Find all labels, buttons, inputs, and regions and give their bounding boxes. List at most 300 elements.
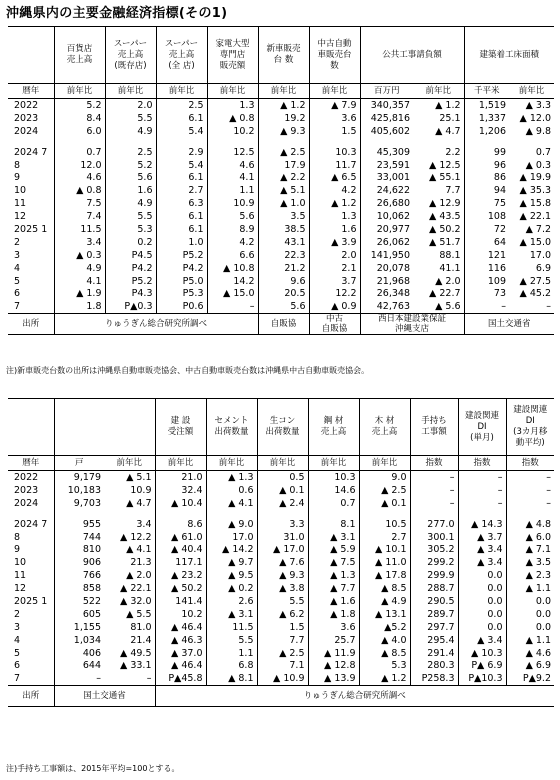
column-header — [8, 399, 54, 456]
column-header: 建 設 受注額 — [155, 399, 206, 456]
table-cell: – — [458, 484, 506, 497]
table-cell: ▲ 1.9 — [54, 287, 105, 300]
unit-label: 指数 — [458, 456, 506, 471]
table-cell: 12.5 — [207, 146, 258, 159]
table-cell: 1.8 — [54, 300, 105, 313]
table-cell: 0.0 — [458, 582, 506, 595]
table-cell: ▲ 3.4 — [458, 543, 506, 556]
table-cell: P4.2 — [156, 262, 207, 275]
table-cell: ▲ 10.8 — [207, 262, 258, 275]
table-cell: 10.3 — [309, 146, 360, 159]
table-cell: 4.6 — [54, 171, 105, 184]
table-row — [8, 262, 554, 275]
table-cell: 7.1 — [257, 659, 308, 672]
period-label: 2024 — [14, 497, 39, 509]
table-cell: ▲ 1.1 — [506, 634, 554, 647]
column-header — [8, 27, 54, 84]
table-cell: 10.9 — [207, 197, 258, 210]
table-row — [8, 556, 554, 569]
table-cell: 3.6 — [308, 621, 359, 634]
table-cell: 1,155 — [54, 621, 104, 634]
table-cell: – — [410, 484, 458, 497]
table-cell: ▲ 3.3 — [525, 99, 552, 111]
table-cell: 117.1 — [155, 556, 206, 569]
table-cell: – — [506, 471, 554, 484]
period-label: 6 — [14, 288, 21, 300]
table-cell: ▲ 4.9 — [359, 595, 410, 608]
table-row — [8, 659, 554, 672]
unit-label: 暦年 — [8, 456, 54, 471]
unit-label: 指数 — [506, 456, 554, 471]
table-cell: ▲ 1.0 — [258, 197, 309, 210]
table-cell: 6.1 — [156, 210, 207, 223]
table-row — [8, 300, 554, 313]
table-cell: P5.2 — [105, 275, 156, 288]
table-cell: 1.3 — [309, 210, 360, 223]
table-cell: 1.1 — [207, 184, 258, 197]
table-cell: ▲ 2.0 — [126, 570, 152, 582]
table-row — [8, 223, 554, 236]
period-label: 4 — [14, 634, 21, 646]
table-cell: 20,977 — [360, 223, 413, 236]
table-cell: ▲ 4.1 — [126, 544, 152, 556]
table-cell: ▲ 4.1 — [206, 497, 257, 510]
table-cell: 0.0 — [458, 595, 506, 608]
table-cell: ▲ 5.6 — [435, 301, 461, 313]
table-cell: 0.7 — [308, 497, 359, 510]
table-cell: ▲ 12.2 — [120, 531, 152, 543]
table-row — [8, 112, 554, 125]
table-cell: ▲ 9.3 — [257, 569, 308, 582]
table-row — [8, 621, 554, 634]
unit-label: 前年比 — [207, 84, 258, 99]
table-cell: 4.1 — [54, 275, 105, 288]
column-header: 木 材 売上高 — [359, 399, 410, 456]
table-cell: 10,183 — [54, 484, 104, 497]
table-cell: 38.5 — [258, 223, 309, 236]
table-cell: ▲ 0.8 — [54, 184, 105, 197]
period-label: 10 — [14, 557, 27, 569]
table-cell: ▲ 9.0 — [206, 518, 257, 531]
table-cell: ▲ 2.0 — [435, 275, 461, 287]
column-header — [54, 399, 155, 456]
table-cell: 86 — [464, 171, 509, 184]
table-cell: ▲ 55.1 — [429, 172, 461, 184]
period-label: 2023 — [14, 112, 39, 124]
table-cell: 21.2 — [258, 262, 309, 275]
table-cell: ▲ 0.1 — [257, 484, 308, 497]
table-row — [8, 146, 554, 159]
period-label: 8 — [14, 531, 21, 543]
table-cell: ▲ 32.0 — [120, 595, 152, 607]
table-cell: 3.4 — [54, 236, 105, 249]
table-cell: 1,337 — [464, 112, 509, 125]
table-cell: ▲ 1.3 — [206, 471, 257, 484]
header-row — [8, 399, 554, 456]
table-cell: ▲ 9.8 — [525, 125, 552, 137]
table-cell: 4.2 — [309, 184, 360, 197]
table-cell: 299.9 — [410, 569, 458, 582]
table-row — [8, 99, 554, 112]
table-cell: ▲ 9.7 — [206, 556, 257, 569]
table-cell: 8.9 — [207, 223, 258, 236]
period-label: 2022 — [14, 471, 39, 483]
period-label: 9 — [14, 172, 21, 184]
table-cell: 21.3 — [130, 557, 152, 569]
table-cell: 10.5 — [359, 518, 410, 531]
table-cell: ▲ 61.0 — [155, 531, 206, 544]
table-cell: 3.3 — [257, 518, 308, 531]
table-cell: 99 — [464, 146, 509, 159]
table-cell: – — [506, 497, 554, 510]
table-cell: 24,622 — [360, 184, 413, 197]
table-row — [8, 471, 554, 484]
column-header: 生コン 出荷数量 — [257, 399, 308, 456]
table-cell: 0.2 — [105, 236, 156, 249]
table-cell: ▲ 5.9 — [308, 543, 359, 556]
table-cell: 9,179 — [54, 471, 104, 484]
table-cell: 9.0 — [359, 471, 410, 484]
table-cell: 5.3 — [105, 223, 156, 236]
unit-label: 戸 — [54, 456, 104, 471]
table-cell: 3.6 — [309, 112, 360, 125]
table-row — [8, 518, 554, 531]
table-cell: ▲ 4.0 — [359, 634, 410, 647]
table-cell: 5.6 — [207, 210, 258, 223]
table-cell: 26,680 — [360, 197, 413, 210]
table-cell: 289.7 — [410, 608, 458, 621]
table-cell: 280.3 — [410, 659, 458, 672]
table-cell: 0.7 — [54, 146, 105, 159]
unit-label: 千平米 — [464, 84, 509, 99]
table-cell: ▲ 1.8 — [308, 608, 359, 621]
table-cell: ▲ 14.2 — [206, 543, 257, 556]
table-cell: 406 — [54, 647, 104, 660]
table-cell: 10.2 — [207, 125, 258, 138]
table-cell: 8.6 — [155, 518, 206, 531]
table-cell: 297.7 — [410, 621, 458, 634]
table-cell: 0.7 — [535, 146, 552, 158]
table-cell: 5.2 — [105, 159, 156, 172]
period-label: 2024 — [14, 125, 39, 137]
unit-row — [8, 456, 554, 471]
table-cell: ▲ 8.5 — [359, 582, 410, 595]
table-cell: 2.0 — [309, 249, 360, 262]
table-cell: 5.4 — [156, 159, 207, 172]
table-cell: 0.0 — [458, 569, 506, 582]
table-cell: 9.6 — [258, 275, 309, 288]
table-cell: 43.1 — [258, 236, 309, 249]
construction-indicators-table-2 — [8, 398, 554, 707]
table-cell: ▲ 43.5 — [429, 211, 461, 223]
table-cell: 0.0 — [506, 595, 554, 608]
table-cell: ▲ 4.7 — [435, 125, 461, 137]
source-row — [8, 686, 554, 707]
table-cell: 1.6 — [105, 184, 156, 197]
table-cell: 21.4 — [130, 634, 152, 646]
table-cell: 3.7 — [309, 275, 360, 288]
table-cell: 96 — [464, 159, 509, 172]
table-cell: ▲ 1.2 — [258, 99, 309, 112]
table-cell: 340,357 — [360, 99, 413, 112]
table-cell: 31.0 — [257, 531, 308, 544]
table-cell: 277.0 — [410, 518, 458, 531]
column-header: 公共工事請負額 — [360, 27, 464, 84]
period-label: 8 — [14, 159, 21, 171]
table-cell: 4.2 — [207, 236, 258, 249]
table-cell: P0.6 — [156, 300, 207, 313]
table-cell: 5.6 — [258, 300, 309, 313]
table-cell: 605 — [54, 608, 104, 621]
period-label: 5 — [14, 647, 21, 659]
table-cell: ▲ 12.0 — [519, 112, 552, 124]
table-cell: ▲ 6.0 — [506, 531, 554, 544]
table-cell: ▲ 7.7 — [308, 582, 359, 595]
table-cell: 11.5 — [206, 621, 257, 634]
table-cell: 1.5 — [257, 621, 308, 634]
table-cell: 10.9 — [130, 484, 152, 496]
column-header: 新車販売 台 数 — [258, 27, 309, 84]
table-cell: ▲ 3.4 — [458, 634, 506, 647]
table-cell: ▲ 6.5 — [309, 171, 360, 184]
table-cell: ▲ 22.1 — [120, 583, 152, 595]
table-cell: 94 — [464, 184, 509, 197]
table-cell: ▲ 33.1 — [120, 660, 152, 672]
table-cell: P▲ 6.9 — [458, 659, 506, 672]
column-header: スーパー 売上高 (全 店) — [156, 27, 207, 84]
table-cell: 32.4 — [155, 484, 206, 497]
table-cell: 0.0 — [458, 621, 506, 634]
table-cell: 299.2 — [410, 556, 458, 569]
period-label: 7 — [14, 673, 21, 685]
spacer-row — [8, 138, 554, 146]
table-cell: 75 — [464, 197, 509, 210]
table-cell: 108 — [464, 210, 509, 223]
column-header: 中古自動 車販売台 数 — [309, 27, 360, 84]
table-cell: 2.5 — [105, 146, 156, 159]
table-cell: ▲ 17.8 — [359, 569, 410, 582]
table-cell: 21.0 — [155, 471, 206, 484]
table-cell: 6.9 — [535, 262, 552, 274]
table-cell: ▲ 8.5 — [359, 647, 410, 660]
table-row — [8, 634, 554, 647]
table-row — [8, 171, 554, 184]
table-cell: ▲ 4.6 — [506, 647, 554, 660]
table-cell: 1,034 — [54, 634, 104, 647]
table-cell: 3.4 — [136, 518, 152, 530]
table-cell: 10,062 — [360, 210, 413, 223]
table-cell: 11.5 — [54, 223, 105, 236]
table-cell: 6.8 — [206, 659, 257, 672]
table-cell: 4.6 — [207, 159, 258, 172]
table-cell: 522 — [54, 595, 104, 608]
table-cell: ▲ 3.8 — [257, 582, 308, 595]
period-label: 2022 — [14, 99, 39, 111]
table-cell: 73 — [464, 287, 509, 300]
table-cell: ▲ 2.2 — [258, 171, 309, 184]
period-label: 4 — [14, 262, 21, 274]
table-cell: 2.7 — [359, 531, 410, 544]
unit-label: 前年比 — [308, 456, 359, 471]
table-cell: ▲ 3.7 — [458, 531, 506, 544]
table-cell: 425,816 — [360, 112, 413, 125]
table-row — [8, 249, 554, 262]
table-cell: ▲ 1.2 — [309, 197, 360, 210]
table-cell: 3.5 — [258, 210, 309, 223]
table-row — [8, 608, 554, 621]
period-label: 6 — [14, 660, 21, 672]
column-header: セメント 出荷数量 — [206, 399, 257, 456]
table-cell: ▲ 0.2 — [206, 582, 257, 595]
table-cell: 12.0 — [54, 159, 105, 172]
table-cell: ▲ 12.9 — [429, 198, 461, 210]
table-cell: 19.2 — [258, 112, 309, 125]
table-cell: 405,602 — [360, 125, 413, 138]
table-cell: 141,950 — [360, 249, 413, 262]
source-row — [8, 314, 554, 335]
table-row — [8, 184, 554, 197]
period-label: 2024 7 — [14, 146, 48, 158]
table-cell: 2.0 — [105, 99, 156, 112]
table-cell: ▲ 12.8 — [308, 659, 359, 672]
table-cell: 14.6 — [308, 484, 359, 497]
table-cell: P5.0 — [156, 275, 207, 288]
table-cell: 64 — [464, 236, 509, 249]
table-cell: ▲ 19.9 — [519, 172, 552, 184]
table-cell: P▲0.3 — [105, 300, 156, 313]
period-label: 12 — [14, 211, 27, 223]
table-cell: 2.7 — [156, 184, 207, 197]
table-cell: 6.6 — [207, 249, 258, 262]
period-label: 2 — [14, 608, 21, 620]
table-cell: ▲ 22.1 — [519, 211, 552, 223]
table-cell: ▲ 0.1 — [359, 497, 410, 510]
column-header: 建設関連 DI (3カ月移 動平均) — [506, 399, 554, 456]
unit-label: 前年比 — [156, 84, 207, 99]
column-header: 鋼 材 売上高 — [308, 399, 359, 456]
table-cell: ▲ 3.1 — [206, 608, 257, 621]
table-cell: – — [54, 672, 104, 685]
table-cell: 0.0 — [506, 608, 554, 621]
table-cell: P▲45.8 — [155, 672, 206, 685]
source-label: 西日本建設業保証 沖縄支店 — [360, 314, 464, 335]
table-cell: 12.2 — [309, 287, 360, 300]
table-cell: ▲ 2.5 — [359, 484, 410, 497]
unit-label: 前年比 — [105, 84, 156, 99]
table-cell: ▲ 12.5 — [429, 159, 461, 171]
table-cell: 2.1 — [309, 262, 360, 275]
table-cell: 81.0 — [130, 621, 152, 633]
table-cell: ▲ 2.5 — [258, 146, 309, 159]
table-row — [8, 287, 554, 300]
table-cell: ▲ 1.3 — [308, 569, 359, 582]
column-header: 建築着工床面積 — [464, 27, 554, 84]
table-cell: ▲ 1.2 — [435, 99, 461, 111]
table-cell: ▲ 50.2 — [429, 223, 461, 235]
table-cell: 22.3 — [258, 249, 309, 262]
table-cell: ▲5.2 — [359, 621, 410, 634]
table-cell: ▲ 7.9 — [309, 99, 360, 112]
table-cell: ▲ 4.8 — [506, 518, 554, 531]
table-cell: – — [464, 300, 509, 313]
table-row — [8, 595, 554, 608]
table-cell: 5.6 — [105, 171, 156, 184]
table-cell: ▲ 37.0 — [155, 647, 206, 660]
table-cell: – — [410, 497, 458, 510]
table-cell: – — [207, 300, 258, 313]
table-cell: ▲ 0.9 — [309, 300, 360, 313]
table-cell: 141.4 — [155, 595, 206, 608]
table-cell: ▲ 8.1 — [206, 672, 257, 685]
table-cell: ▲ 17.0 — [257, 543, 308, 556]
column-header: 手持ち 工事額 — [410, 399, 458, 456]
table-cell: 2.2 — [445, 146, 461, 158]
table-cell: ▲ 13.1 — [359, 608, 410, 621]
unit-label: 暦年 — [8, 84, 54, 99]
table-cell: 25.1 — [439, 112, 461, 124]
table-cell: 17.9 — [258, 159, 309, 172]
table-cell: – — [458, 471, 506, 484]
table-cell: 10.3 — [308, 471, 359, 484]
table-cell: P5.3 — [156, 287, 207, 300]
table-row — [8, 497, 554, 510]
unit-label: 前年比 — [413, 84, 464, 99]
table-cell: ▲ 10.3 — [458, 647, 506, 660]
table-row — [8, 197, 554, 210]
financial-indicators-table-1 — [8, 26, 554, 335]
source-label: りゅうぎん総合研究所調べ — [54, 314, 258, 335]
table-cell: ▲ 23.2 — [155, 569, 206, 582]
unit-label: 前年比 — [309, 84, 360, 99]
table-cell: P▲10.3 — [458, 672, 506, 685]
table-row — [8, 543, 554, 556]
table-cell: 8.4 — [54, 112, 105, 125]
table-cell: 4.1 — [207, 171, 258, 184]
table-cell: ▲ 3.4 — [458, 556, 506, 569]
table-cell: ▲ 51.7 — [429, 236, 461, 248]
table-cell: 14.2 — [207, 275, 258, 288]
table-cell: ▲ 10.4 — [155, 497, 206, 510]
table-cell: 72 — [464, 223, 509, 236]
table-cell: 766 — [54, 569, 104, 582]
source-label: 出所 — [8, 314, 54, 335]
unit-label: 前年比 — [509, 84, 554, 99]
table-cell: ▲ 49.5 — [120, 647, 152, 659]
table-cell: 7.4 — [54, 210, 105, 223]
table-cell: 810 — [54, 543, 104, 556]
table-cell: 1.5 — [309, 125, 360, 138]
table-cell: 25.7 — [308, 634, 359, 647]
table-row — [8, 672, 554, 685]
table-cell: 644 — [54, 659, 104, 672]
table-cell: 109 — [464, 275, 509, 288]
table-cell: 295.4 — [410, 634, 458, 647]
source-label: 自販協 — [258, 314, 309, 335]
period-label: 2025 1 — [14, 595, 48, 607]
source-label: 国土交通省 — [54, 686, 155, 707]
table-cell: P5.2 — [156, 249, 207, 262]
table-cell: 6.0 — [54, 125, 105, 138]
table-cell: 6.1 — [156, 223, 207, 236]
table-cell: ▲ 3.1 — [308, 531, 359, 544]
table-cell: ▲ 2.5 — [257, 647, 308, 660]
table-cell: ▲ 35.3 — [519, 185, 552, 197]
table-cell: 4.9 — [54, 262, 105, 275]
table-cell: – — [546, 301, 552, 313]
table-cell: 7.7 — [445, 185, 461, 197]
table-cell: 5.2 — [54, 99, 105, 112]
table-cell: – — [146, 673, 152, 685]
